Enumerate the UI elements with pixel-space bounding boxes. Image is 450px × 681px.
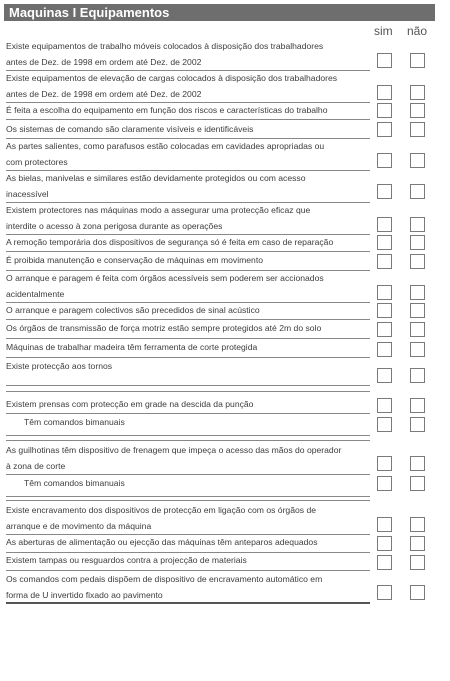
checklist-row — [6, 102, 370, 120]
checklist-row — [6, 119, 370, 139]
checkbox-nao[interactable] — [410, 342, 425, 357]
checkbox-nao[interactable] — [410, 536, 425, 551]
checklist-row — [6, 338, 370, 358]
row-text: Têm comandos bimanuais — [24, 478, 125, 488]
checkbox-sim[interactable] — [377, 254, 392, 269]
checkbox-nao[interactable] — [410, 303, 425, 318]
group-divider — [6, 440, 370, 441]
checklist-row — [6, 395, 370, 414]
row-text: Os sistemas de comando são claramente visíveis e identificáveis — [6, 124, 254, 134]
checkbox-nao[interactable] — [410, 417, 425, 432]
checkbox-nao[interactable] — [410, 254, 425, 269]
checkbox-sim[interactable] — [377, 536, 392, 551]
checklist-row — [6, 442, 370, 475]
checkbox-nao[interactable] — [410, 53, 425, 68]
checkbox-nao[interactable] — [410, 398, 425, 413]
checklist-row — [6, 413, 370, 436]
checklist-row — [6, 302, 370, 320]
checklist-row — [6, 234, 370, 252]
checklist-row — [6, 138, 370, 171]
row-text: Existe encravamento dos dispositivos de protecção em ligação com os órgãos de arranque e de movimento da máquina — [6, 505, 317, 531]
checklist-row — [6, 70, 370, 103]
checkbox-nao[interactable] — [410, 322, 425, 337]
checklist-row — [6, 202, 370, 235]
checkbox-sim[interactable] — [377, 585, 392, 600]
checkbox-nao[interactable] — [410, 368, 425, 383]
row-text: Os comandos com pedais dispõem de dispositivo de encravamento automático em forma de U invertido fixado ao pavimento — [6, 574, 323, 600]
checkbox-sim[interactable] — [377, 303, 392, 318]
checkbox-sim[interactable] — [377, 342, 392, 357]
group-divider — [6, 500, 370, 501]
checkbox-sim[interactable] — [377, 456, 392, 471]
checkbox-sim[interactable] — [377, 217, 392, 232]
row-text: Existe equipamentos de elevação de cargas colocados à disposição dos trabalhadores antes de Dez. de 1998 em ordem até Dez. de 2002 — [6, 73, 338, 99]
checkbox-nao[interactable] — [410, 103, 425, 118]
row-text: Os órgãos de transmissão de força motriz estão sempre protegidos até 2m do solo — [6, 323, 322, 333]
checkbox-sim[interactable] — [377, 285, 392, 300]
checkbox-sim[interactable] — [377, 235, 392, 250]
checklist-row — [6, 552, 370, 571]
checkbox-nao[interactable] — [410, 217, 425, 232]
checkbox-sim[interactable] — [377, 398, 392, 413]
checkbox-sim[interactable] — [377, 53, 392, 68]
checkbox-sim[interactable] — [377, 103, 392, 118]
checkbox-sim[interactable] — [377, 122, 392, 137]
row-text: As guilhotinas têm dispositivo de frenagem que impeça o acesso das mãos do operador à zona de corte — [6, 445, 342, 471]
checklist-row — [6, 319, 370, 339]
row-text: Têm comandos bimanuais — [24, 417, 125, 427]
checklist-row — [6, 170, 370, 203]
checkbox-nao[interactable] — [410, 456, 425, 471]
checkbox-sim[interactable] — [377, 153, 392, 168]
row-text: As bielas, manivelas e similares estão devidamente protegidos ou com acesso inacessível — [6, 173, 306, 199]
checkbox-sim[interactable] — [377, 555, 392, 570]
checklist-row — [6, 502, 370, 535]
row-text: As aberturas de alimentação ou ejecção das máquinas têm anteparos adequados — [6, 537, 318, 547]
checkbox-nao[interactable] — [410, 285, 425, 300]
row-text: Máquinas de trabalhar madeira têm ferramenta de corte protegida — [6, 342, 258, 352]
checklist-row — [6, 534, 370, 553]
checkbox-nao[interactable] — [410, 235, 425, 250]
checkbox-sim[interactable] — [377, 417, 392, 432]
row-text: A remoção temporária dos dispositivos de segurança só é feita em caso de reparação — [6, 237, 334, 247]
checkbox-sim[interactable] — [377, 368, 392, 383]
checkbox-sim[interactable] — [377, 517, 392, 532]
checklist-row — [6, 357, 370, 386]
row-text: O arranque e paragem colectivos são precedidos de sinal acústico — [6, 305, 260, 315]
checklist-row — [6, 251, 370, 271]
checkbox-nao[interactable] — [410, 122, 425, 137]
checklist-row — [6, 270, 370, 303]
checkbox-nao[interactable] — [410, 184, 425, 199]
column-header-sim: sim — [374, 24, 393, 38]
row-text: É feita a escolha do equipamento em função dos riscos e características do trabalho — [6, 105, 328, 115]
group-divider — [6, 391, 370, 392]
row-text: O arranque e paragem é feita com órgãos acessíveis sem poderem ser accionados acidentalmente — [6, 273, 324, 299]
checkbox-nao[interactable] — [410, 517, 425, 532]
row-text: É proibida manutenção e conservação de máquinas em movimento — [6, 255, 264, 265]
checkbox-nao[interactable] — [410, 153, 425, 168]
row-text: Existem tampas ou resguardos contra a projecção de materiais — [6, 555, 247, 565]
row-text: As partes salientes, como parafusos estão colocadas em cavidades apropriadas ou com protectores — [6, 141, 325, 167]
checkbox-sim[interactable] — [377, 476, 392, 491]
checkbox-nao[interactable] — [410, 85, 425, 100]
checkbox-sim[interactable] — [377, 85, 392, 100]
row-text: Existe equipamentos de trabalho móveis colocados à disposição dos trabalhadores antes de Dez. de 1998 em ordem até Dez. de 2002 — [6, 41, 324, 67]
checkbox-nao[interactable] — [410, 555, 425, 570]
row-text: Existem prensas com protecção em grade na descida da punção — [6, 399, 254, 409]
column-header-nao: não — [407, 24, 428, 38]
section-title: Maquinas I Equipamentos — [4, 4, 435, 21]
checklist-row — [6, 570, 370, 604]
checkbox-nao[interactable] — [410, 476, 425, 491]
checklist-row — [6, 474, 370, 497]
row-text: Existem protectores nas máquinas modo a assegurar uma protecção eficaz que interdite o acesso à zona perigosa durante as operações — [6, 205, 311, 231]
row-text: Existe protecção aos tornos — [6, 361, 113, 371]
checkbox-sim[interactable] — [377, 184, 392, 199]
checklist-row — [6, 38, 370, 71]
checkbox-sim[interactable] — [377, 322, 392, 337]
checkbox-nao[interactable] — [410, 585, 425, 600]
